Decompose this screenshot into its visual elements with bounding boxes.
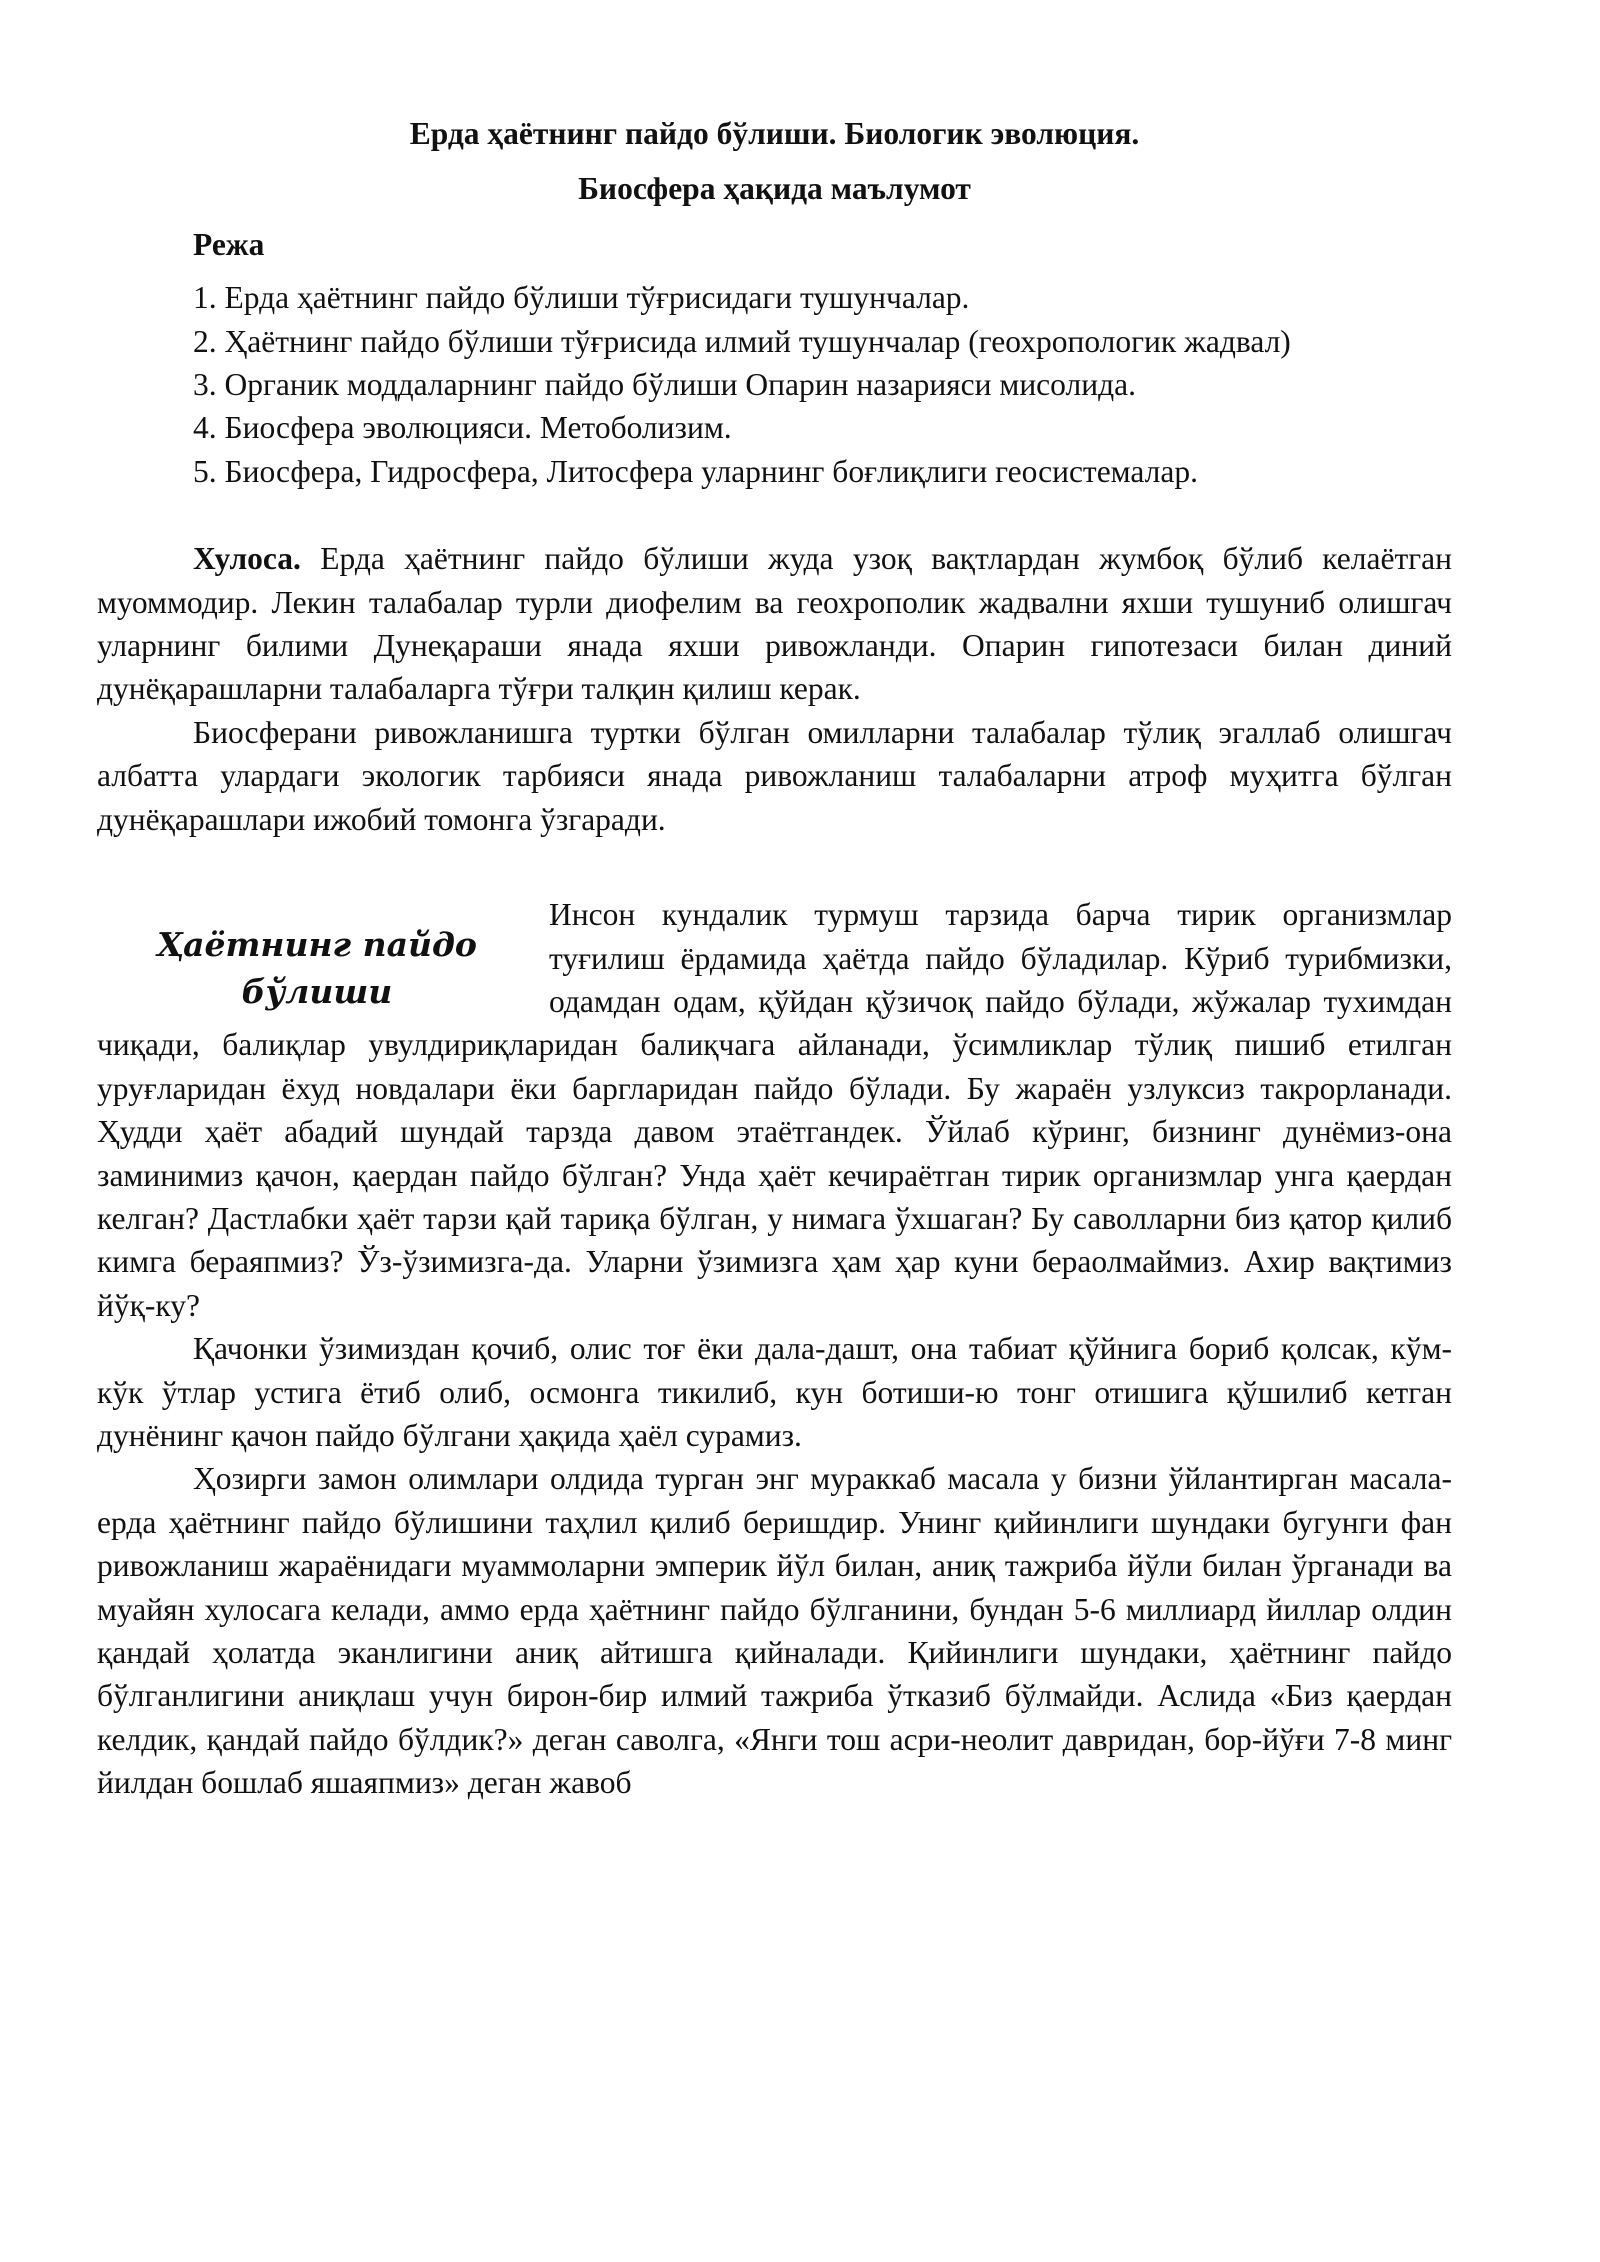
plan-item-1: 1. Ерда ҳаётнинг пайдо бўлиши тўғрисидаги тушунчалар. [193, 280, 970, 316]
conclusion-paragraph-2: Биосферани ривожланишга туртки бўлган омилларни талабалар тўлиқ эгаллаб олишгач албатта улардаги экологик тарбияси янада ривожланиш талабаларни атроф муҳитга бўлган дунёқарашлари ижобий томонга ўзгаради. [97, 714, 1452, 837]
plan-heading: Режа [193, 226, 265, 262]
conclusion-label: Хулоса. [193, 541, 301, 577]
section-paragraph-3: Ҳозирги замон олимлари олдида турган энг мураккаб масала у бизни ўйлантирган масала-ерда ҳаётнинг пайдо бўлишини таҳлил қилиб беришдир. Унинг қийинлиги шундаки бугунги фан ривожланиш жараёнидаги муаммоларни эмперик йўл билан, аниқ тажриба йўли билан ўрганади ва муайян хулосага келади, аммо ерда ҳаётнинг пайдо бўлганини, бундан 5-6 миллиард йиллар олдин қандай ҳолатда эканлигини аниқ айтишга қийналади. Қийинлиги шундаки, ҳаётнинг пайдо бўлганлигини аниқлаш учун бирон-бир илмий тажриба ўтказиб бўлмайди. Аслида «Биз қаердан келдик, қандай пайдо бўлдик?» деган саволга, «Янги тош асри-неолит давридан, бор-йўғи 7-8 минг йилдан бошлаб яшаяпмиз» деган жавоб [97, 1461, 1452, 1801]
conclusion-paragraph [97, 537, 1452, 711]
plan-item-5: 5. Биосфера, Гидросфера, Литосфера уларнинг боғлиқлиги геосистемалар. [193, 453, 1198, 489]
section-origin-of-life [97, 893, 1452, 1805]
conclusion-text: Ерда ҳаётнинг пайдо бўлиши жуда узоқ вақтлардан жумбоқ бўлиб келаётган муоммодир. Лекин талабалар турли диофелим ва геохрополик жадвални яхши тушуниб олишгач уларнинг билими Дунеқараши янада яхши ривожланди. Опарин гипотезаси билан диний дунёқарашларни талабаларга тўғри талқин қилиш керак. [97, 541, 1452, 707]
section-paragraph-1: Инсон кундалик турмуш тарзида барча тирик организмлар туғилиш ёрдамида ҳаётда пайдо бўладилар. Кўриб турибмизки, одамдан одам, қўйдан қўзичоқ пайдо бўлади, жўжалар тухимдан чиқади, балиқлар увулдириқларидан балиқчага айланади, ўсимликлар тўлиқ пишиб етилган уруғларидан ёхуд новдалари ёки баргларидан пайдо бўлади. Бу жараён узлуксиз такрорланади. Ҳудди ҳаёт абадий шундай тарзда давом этаётгандек. Ўйлаб кўринг, бизнинг дунёмиз-она заминимиз қачон, қаердан пайдо бўлган? Унда ҳаёт кечираётган тирик организмлар унга қаердан келган? Дастлабки ҳаёт тарзи қай тариқа бўлган, у нимага ўхшаган? Бу саволларни биз қатор қилиб кимга бераяпмиз? Ўз-ўзимизга-да. Уларни ўзимизга ҳам ҳар куни бераолмаймиз. Ахир вақтимиз йўқ-ку? [97, 897, 1452, 1323]
plan-list [97, 276, 1452, 493]
plan-item-2: 2. Ҳаётнинг пайдо бўлиши тўғрисида илмий тушунчалар (геохропологик жадвал) [193, 323, 1291, 359]
plan-item-3: 3. Органик моддаларнинг пайдо бўлиши Опарин назарияси мисолида. [193, 367, 1136, 403]
section-paragraph-2: Қачонки ўзимиздан қочиб, олис тоғ ёки дала-дашт, она табиат қўйнига бориб қолсак, кўм-кўк ўтлар устига ётиб олиб, осмонга тикилиб, кун ботиши-ю тонг отишига қўшилиб кетган дунёнинг қачон пайдо бўлгани ҳақида ҳаёл сурамиз. [97, 1331, 1452, 1453]
document-page [97, 112, 1452, 1805]
document-title: Ерда ҳаётнинг пайдо бўлиши. Биологик эволюция. [409, 116, 1140, 151]
document-subtitle: Биосфера ҳақида маълумот [578, 171, 971, 207]
section-heading: Ҳаётнинг пайдо бўлиши [157, 925, 477, 1012]
plan-item-4: 4. Биосфера эволюцияси. Метоболизим. [193, 410, 732, 446]
